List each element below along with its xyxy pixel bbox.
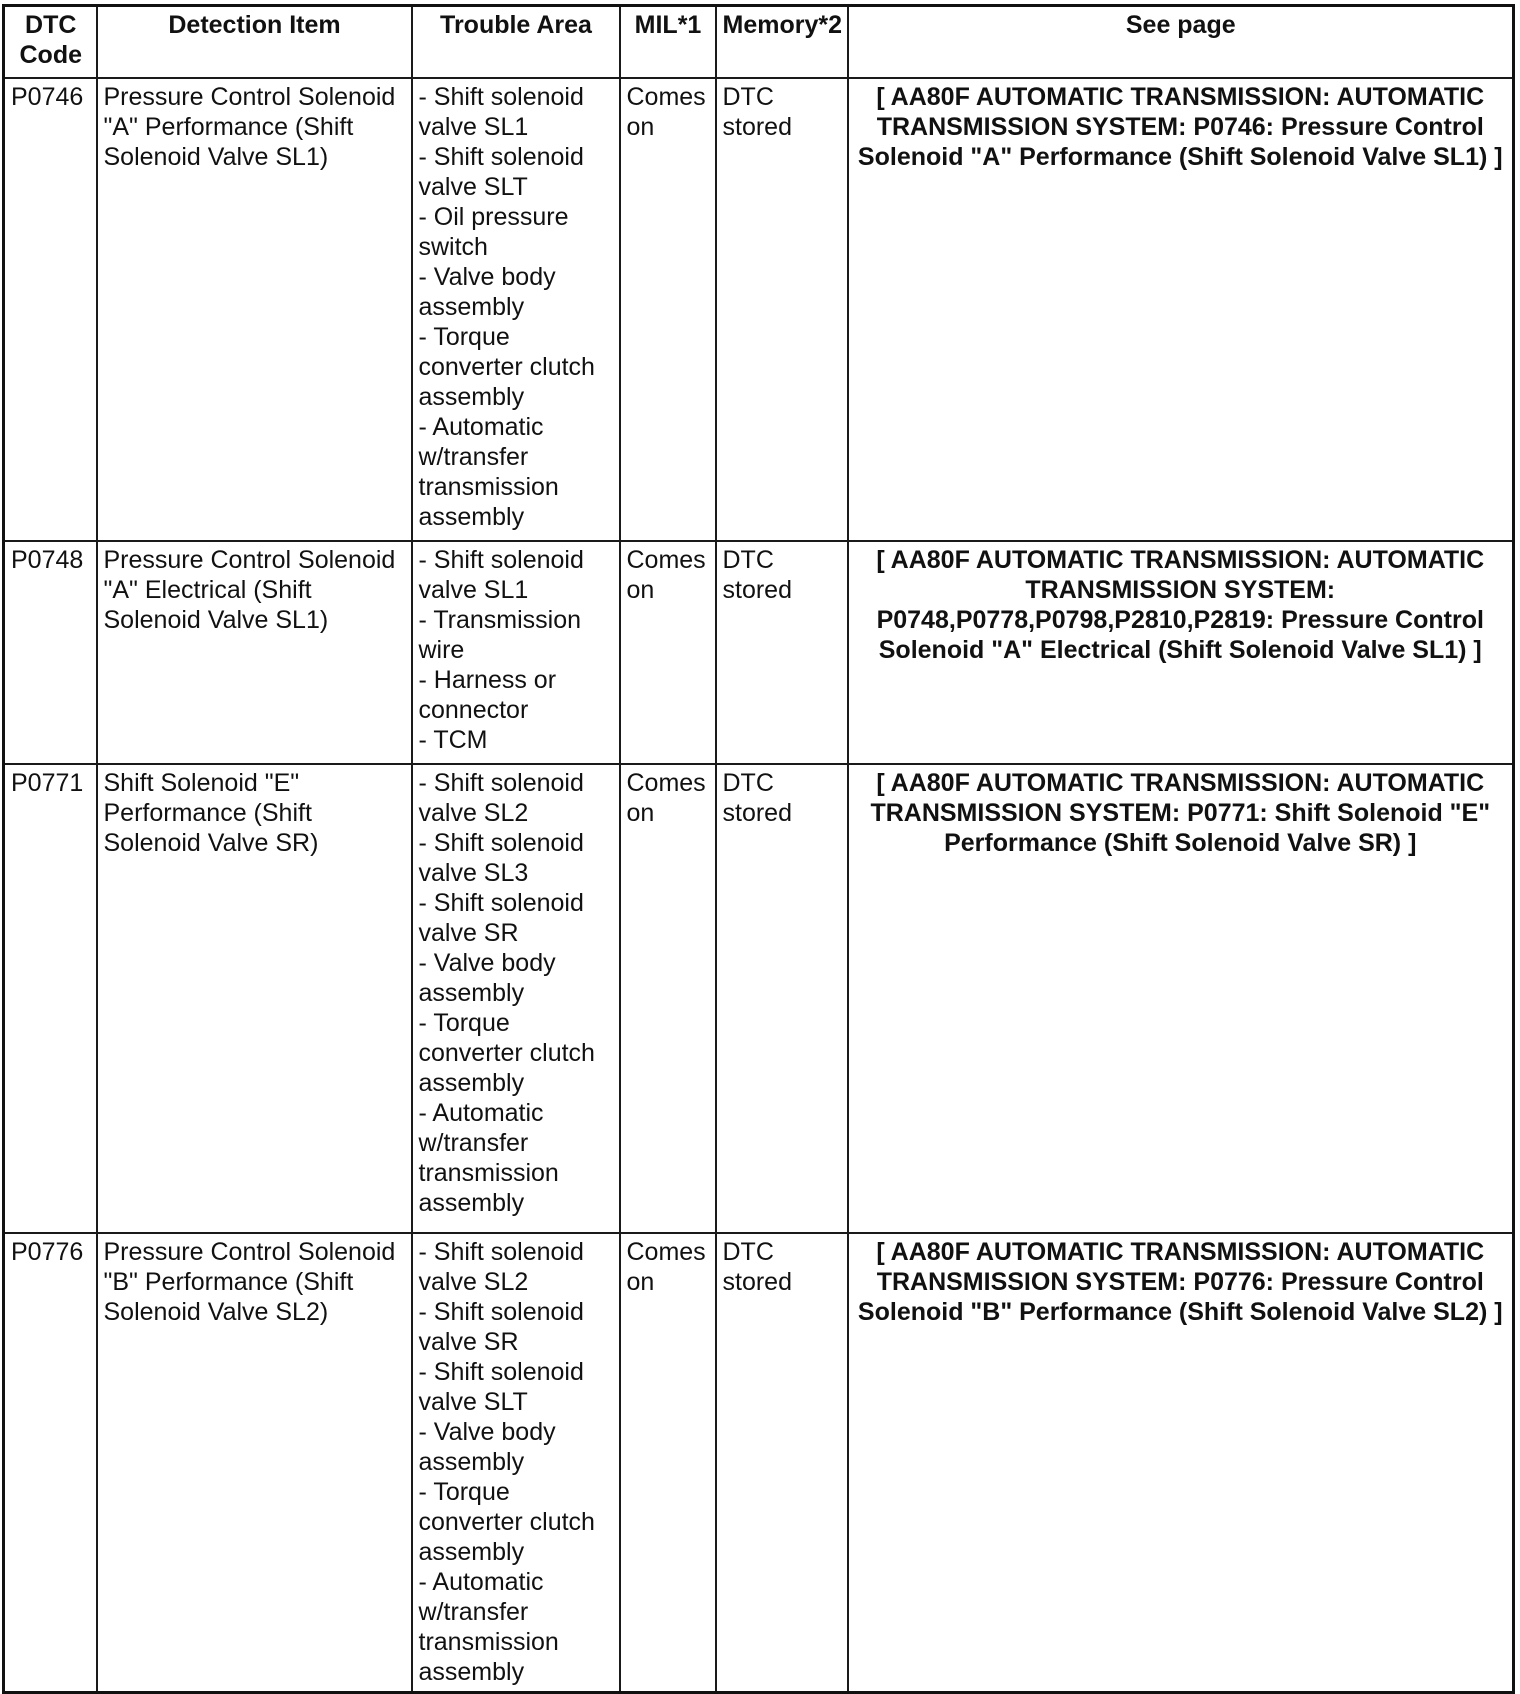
trouble-area-item: - Shift solenoid valve SL2 xyxy=(418,1237,584,1296)
detection-item-cell: Pressure Control Solenoid "A" Performance (Shift Solenoid Valve SL1) xyxy=(97,78,412,541)
table-row xyxy=(4,1233,1514,1693)
trouble-area-item: - Transmission wire xyxy=(418,605,582,664)
trouble-area-item: - Torque converter clutch assembly xyxy=(418,1008,595,1097)
dtc-code-cell: P0771 xyxy=(4,764,97,1233)
table-row xyxy=(4,764,1514,1233)
header-dtc-code: DTC Code xyxy=(4,6,97,78)
header-trouble-area: Trouble Area xyxy=(412,6,620,78)
mil-cell: Comes on xyxy=(620,541,716,764)
trouble-area-item: - Shift solenoid valve SR xyxy=(418,1297,584,1356)
trouble-area-cell xyxy=(412,764,620,1233)
see-page-link[interactable]: [ AA80F AUTOMATIC TRANSMISSION: AUTOMATIC TRANSMISSION SYSTEM: P0748,P0778,P0798,P2810,P2819: Pressure Control Solenoid "A" Electrical (Shift Solenoid Valve SL1) ] xyxy=(848,541,1514,764)
header-detection-item: Detection Item xyxy=(97,6,412,78)
trouble-area-item: - Shift solenoid valve SL1 xyxy=(418,545,584,604)
trouble-area-item: - Shift solenoid valve SLT xyxy=(418,1357,584,1416)
dtc-table-container xyxy=(2,4,1512,1690)
mil-cell: Comes on xyxy=(620,764,716,1233)
trouble-area-item: - Shift solenoid valve SL1 xyxy=(418,82,584,141)
dtc-table xyxy=(2,4,1515,1694)
trouble-area-item: - Harness or connector xyxy=(418,665,557,724)
detection-item-cell: Shift Solenoid "E" Performance (Shift Solenoid Valve SR) xyxy=(97,764,412,1233)
memory-cell: DTC stored xyxy=(716,78,848,541)
mil-cell: Comes on xyxy=(620,78,716,541)
see-page-link[interactable]: [ AA80F AUTOMATIC TRANSMISSION: AUTOMATIC TRANSMISSION SYSTEM: P0776: Pressure Control Solenoid "B" Performance (Shift Solenoid Valve SL2) ] xyxy=(848,1233,1514,1693)
table-row xyxy=(4,78,1514,541)
trouble-area-item: - Valve body assembly xyxy=(418,1417,556,1476)
dtc-code-cell: P0776 xyxy=(4,1233,97,1693)
trouble-area-item: - Shift solenoid valve SLT xyxy=(418,142,584,201)
detection-item-cell: Pressure Control Solenoid "B" Performance (Shift Solenoid Valve SL2) xyxy=(97,1233,412,1693)
header-row xyxy=(4,6,1514,78)
trouble-area-cell xyxy=(412,541,620,764)
trouble-area-item: - Automatic w/transfer transmission assembly xyxy=(418,412,559,531)
mil-cell: Comes on xyxy=(620,1233,716,1693)
trouble-area-item: - TCM xyxy=(418,725,488,754)
trouble-area-item: - Shift solenoid valve SR xyxy=(418,888,584,947)
see-page-link[interactable]: [ AA80F AUTOMATIC TRANSMISSION: AUTOMATIC TRANSMISSION SYSTEM: P0771: Shift Solenoid "E" Performance (Shift Solenoid Valve SR) ] xyxy=(848,764,1514,1233)
trouble-area-item: - Torque converter clutch assembly xyxy=(418,322,595,411)
trouble-area-item: - Valve body assembly xyxy=(418,262,556,321)
trouble-area-item: - Automatic w/transfer transmission assembly xyxy=(418,1098,559,1217)
trouble-area-item: - Shift solenoid valve SL2 xyxy=(418,768,584,827)
trouble-area-item: - Shift solenoid valve SL3 xyxy=(418,828,584,887)
dtc-code-cell: P0748 xyxy=(4,541,97,764)
trouble-area-cell xyxy=(412,78,620,541)
detection-item-cell: Pressure Control Solenoid "A" Electrical (Shift Solenoid Valve SL1) xyxy=(97,541,412,764)
memory-cell: DTC stored xyxy=(716,1233,848,1693)
dtc-code-cell: P0746 xyxy=(4,78,97,541)
trouble-area-item: - Valve body assembly xyxy=(418,948,556,1007)
trouble-area-cell xyxy=(412,1233,620,1693)
header-memory: Memory*2 xyxy=(716,6,848,78)
trouble-area-item: - Automatic w/transfer transmission assembly xyxy=(418,1567,559,1686)
see-page-link[interactable]: [ AA80F AUTOMATIC TRANSMISSION: AUTOMATIC TRANSMISSION SYSTEM: P0746: Pressure Control Solenoid "A" Performance (Shift Solenoid Valve SL1) ] xyxy=(848,78,1514,541)
table-row xyxy=(4,541,1514,764)
header-mil: MIL*1 xyxy=(620,6,716,78)
header-see-page: See page xyxy=(848,6,1514,78)
memory-cell: DTC stored xyxy=(716,764,848,1233)
trouble-area-item: - Oil pressure switch xyxy=(418,202,569,261)
trouble-area-item: - Torque converter clutch assembly xyxy=(418,1477,595,1566)
memory-cell: DTC stored xyxy=(716,541,848,764)
